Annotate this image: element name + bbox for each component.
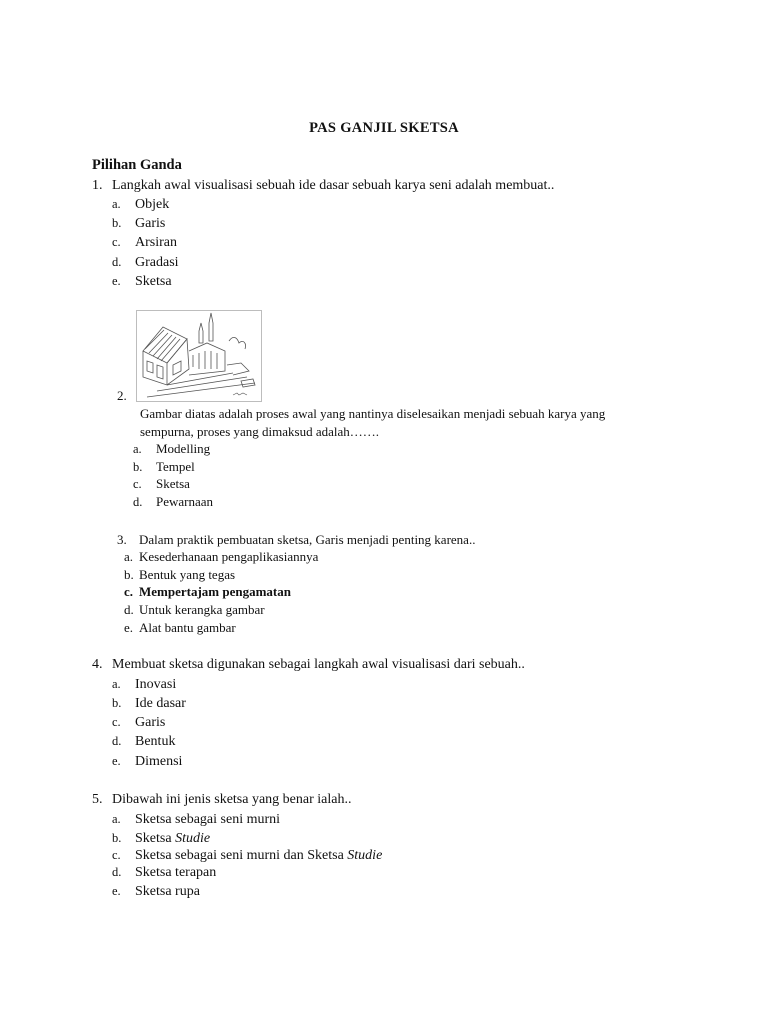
option-text-italic: Studie (347, 848, 383, 863)
option-text: Arsiran (135, 235, 177, 250)
option-text: Dimensi (135, 754, 183, 769)
option-letter: d. (112, 865, 122, 879)
option-text: Mempertajam pengamatan (139, 584, 291, 599)
option-text: Untuk kerangka gambar (139, 602, 265, 617)
option-text: Sketsa rupa (135, 884, 200, 899)
question-number: 1. (92, 178, 103, 193)
option-text: Sketsa (135, 274, 172, 289)
option-letter: d. (112, 255, 122, 269)
option-letter: e. (124, 620, 134, 635)
option-letter: a. (112, 677, 121, 691)
option-text: Alat bantu gambar (139, 620, 236, 635)
option-letter: d. (112, 734, 122, 748)
document-title: PAS GANJIL SKETSA (309, 120, 459, 136)
option-letter: b. (112, 831, 122, 845)
option-letter: e. (112, 754, 121, 768)
option-text: Tempel (156, 459, 195, 474)
option-letter: a. (112, 197, 121, 211)
house-sketch-illustration (136, 310, 262, 402)
option-text: Bentuk (135, 734, 176, 749)
option-letter: a. (112, 812, 121, 826)
option-letter: d. (133, 495, 143, 509)
question-text: Dibawah ini jenis sketsa yang benar ialah.. (112, 792, 352, 807)
question-number: 4. (92, 657, 103, 672)
option-text: Objek (135, 197, 170, 212)
question-text: Dalam praktik pembuatan sketsa, Garis menjadi penting karena.. (139, 532, 476, 547)
question-text: Langkah awal visualisasi sebuah ide dasar sebuah karya seni adalah membuat.. (112, 178, 555, 193)
option-letter: e. (112, 274, 121, 288)
option-letter: b. (112, 696, 122, 710)
option-text (135, 832, 210, 846)
option-letter: a. (124, 549, 134, 564)
option-letter: c. (133, 477, 142, 491)
option-text: Pewarnaan (156, 494, 214, 509)
option-text: Garis (135, 715, 166, 730)
question-number: 3. (117, 532, 127, 547)
option-text: Sketsa terapan (135, 865, 217, 880)
option-letter: c. (112, 715, 121, 729)
option-letter: c. (112, 235, 121, 249)
option-text-plain: Sketsa (135, 831, 176, 846)
option-text: Sketsa (156, 476, 190, 491)
option-letter: b. (133, 460, 143, 474)
question-text: Gambar diatas adalah proses awal yang nantinya diselesaikan menjadi sebuah karya yang (140, 406, 606, 421)
question-number: 5. (92, 792, 103, 807)
option-text: Ide dasar (135, 696, 186, 711)
question-text: sempurna, proses yang dimaksud adalah……. (140, 424, 380, 439)
option-letter: c. (124, 584, 134, 599)
option-text: Kesederhanaan pengaplikasiannya (139, 549, 319, 564)
option-text: Sketsa sebagai seni murni (135, 812, 281, 827)
option-text (135, 849, 382, 863)
option-text: Modelling (156, 441, 211, 456)
option-letter: d. (124, 602, 134, 617)
option-letter: a. (133, 442, 142, 456)
option-letter: e. (112, 884, 121, 898)
option-text-italic: Studie (175, 831, 211, 846)
option-text: Bentuk yang tegas (139, 567, 236, 582)
question-number: 2. (117, 388, 127, 403)
section-heading: Pilihan Ganda (92, 157, 182, 173)
option-letter: b. (124, 567, 134, 582)
option-letter: b. (112, 216, 122, 230)
option-letter: c. (112, 848, 121, 862)
option-text: Gradasi (135, 255, 179, 270)
option-text-plain: Sketsa sebagai seni murni dan Sketsa (135, 848, 348, 863)
option-text: Inovasi (135, 677, 177, 692)
option-text: Garis (135, 216, 166, 231)
question-text: Membuat sketsa digunakan sebagai langkah awal visualisasi dari sebuah.. (112, 657, 525, 672)
